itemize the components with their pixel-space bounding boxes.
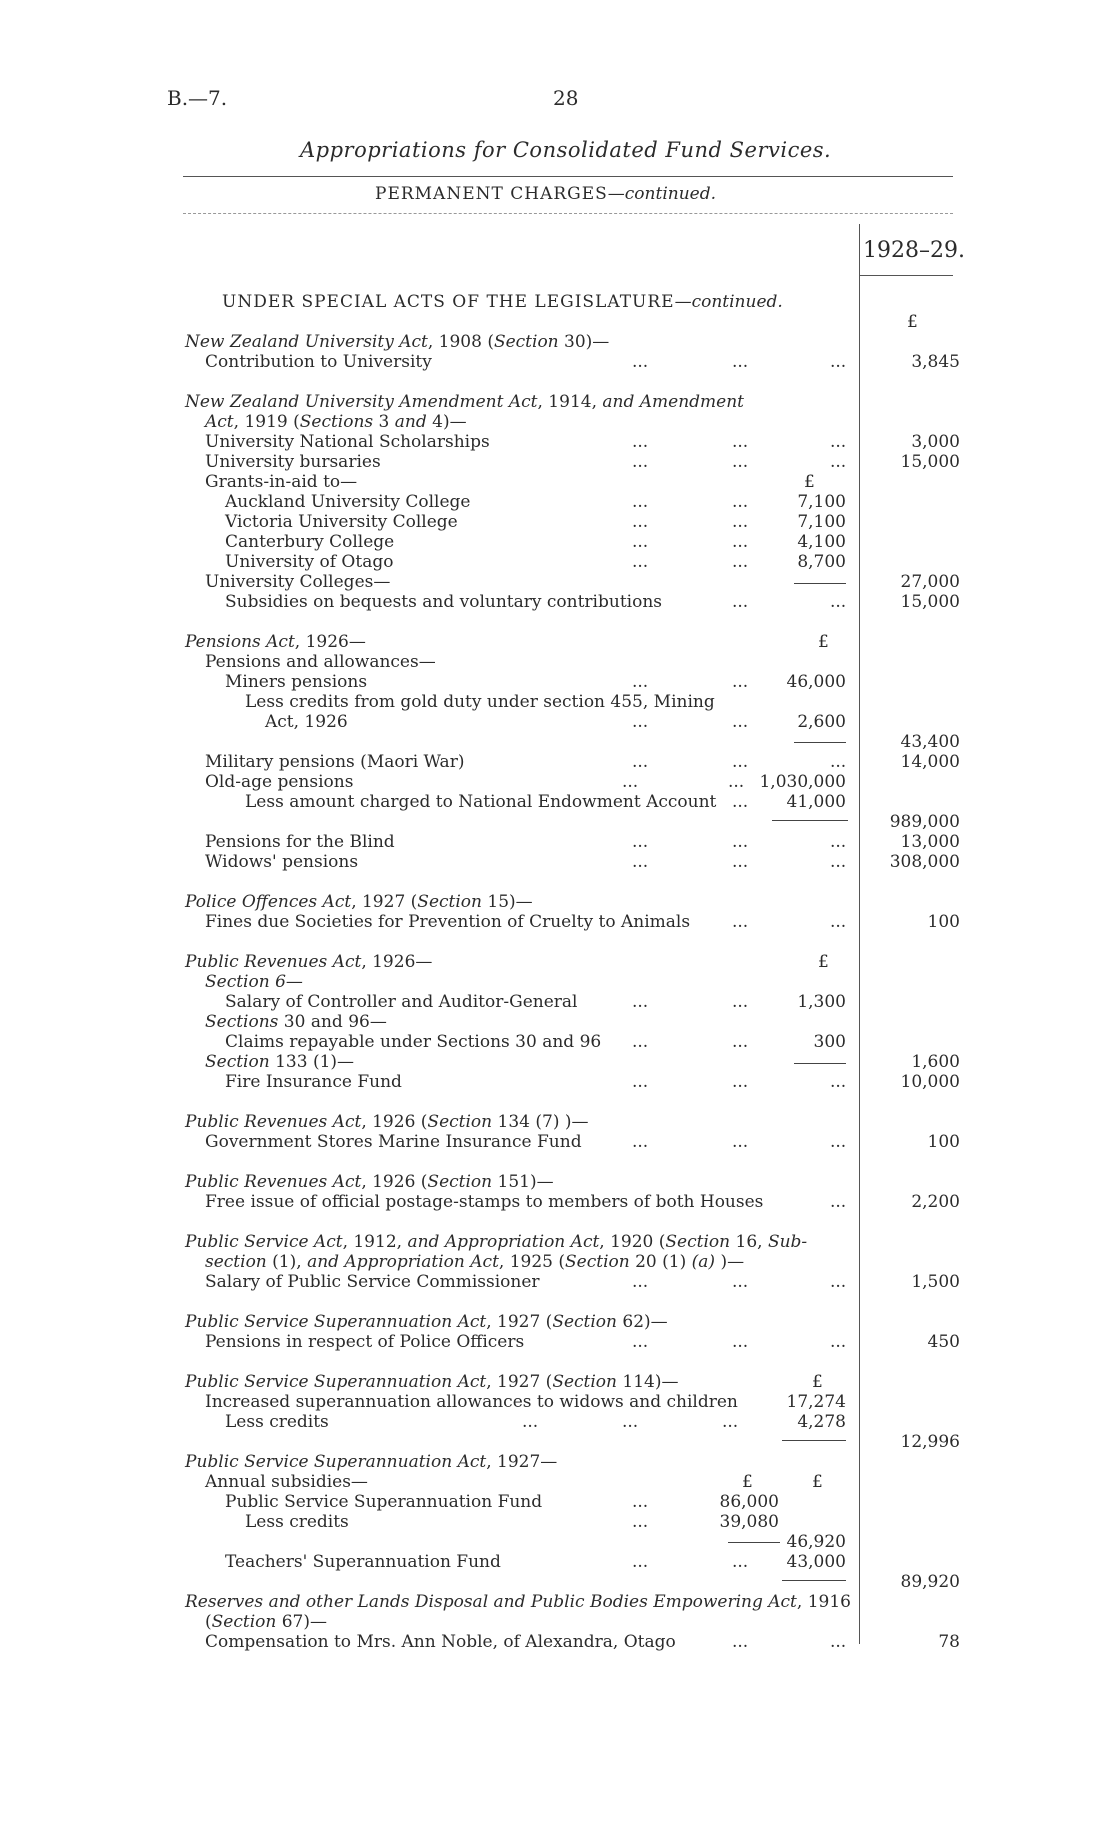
total-value: 14,000 [900, 752, 960, 772]
column-divider [859, 224, 860, 1644]
act-heading-cont: (Section 67)— [205, 1612, 327, 1632]
line-label: Free issue of official postage-stamps to members of both Houses [205, 1192, 764, 1212]
leader: ... [830, 352, 847, 372]
leader: ... [632, 552, 649, 572]
page-subtitle: PERMANENT CHARGES—continued. [375, 184, 716, 204]
amount-currency: £ [742, 1472, 753, 1492]
grant-amount: 4,100 [797, 532, 846, 552]
leader: ... [732, 672, 749, 692]
leader: ... [732, 532, 749, 552]
leader: ... [732, 1132, 749, 1152]
leader: ... [632, 1032, 649, 1052]
leader: ... [732, 432, 749, 452]
leader: ... [830, 1192, 847, 1212]
section-heading: UNDER SPECIAL ACTS OF THE LEGISLATURE—continued. [222, 292, 783, 312]
leader: ... [732, 992, 749, 1012]
line-label: Act, 1926 [265, 712, 348, 732]
total-value: 308,000 [889, 852, 960, 872]
line-label: Public Service Superannuation Fund [225, 1492, 543, 1512]
leader: ... [632, 452, 649, 472]
year-header-rule [860, 275, 953, 276]
total-value: 989,000 [889, 812, 960, 832]
line-label: Subsidies on bequests and voluntary contributions [225, 592, 663, 612]
total-value: 2,200 [911, 1192, 960, 1212]
leader: ... [830, 1072, 847, 1092]
amount-currency: £ [818, 632, 829, 652]
line-label: University National Scholarships [205, 432, 490, 452]
act-heading: Reserves and other Lands Disposal and Public Bodies Empowering Act, 1916 [185, 1592, 851, 1612]
leader: ... [632, 1332, 649, 1352]
total-value: 3,000 [911, 432, 960, 452]
line-label: Pensions in respect of Police Officers [205, 1332, 525, 1352]
grant-label: Canterbury College [225, 532, 395, 552]
leader: ... [830, 1272, 847, 1292]
act-heading-cont: Act, 1919 (Sections 3 and 4)— [205, 412, 467, 432]
leader: ... [632, 1512, 649, 1532]
line-label: Miners pensions [225, 672, 368, 692]
leader: ... [830, 432, 847, 452]
leader: ... [632, 992, 649, 1012]
leader: ... [632, 752, 649, 772]
leader: ... [732, 1032, 749, 1052]
amount-currency: £ [804, 472, 815, 492]
grant-amount: 7,100 [797, 512, 846, 532]
act-heading: Public Service Superannuation Act, 1927— [185, 1452, 558, 1472]
leader: ... [830, 832, 847, 852]
leader: ... [632, 832, 649, 852]
leader: ... [732, 1332, 749, 1352]
sum-rule [794, 583, 846, 584]
line-label: Old-age pensions [205, 772, 354, 792]
leader: ... [732, 592, 749, 612]
leader: ... [830, 1632, 847, 1652]
amount-value: 41,000 [786, 792, 846, 812]
leader: ... [632, 532, 649, 552]
sum-rule [794, 742, 846, 743]
leader: ... [622, 772, 639, 792]
leader: ... [830, 1132, 847, 1152]
page-reference: B.—7. [167, 86, 228, 110]
act-heading: Pensions Act, 1926— [185, 632, 366, 652]
line-label: Military pensions (Maori War) [205, 752, 465, 772]
subtitle-rule [183, 213, 953, 214]
leader: ... [732, 752, 749, 772]
leader: ... [632, 1492, 649, 1512]
leader: ... [830, 852, 847, 872]
act-heading: New Zealand University Amendment Act, 1914, and Amendment [185, 392, 745, 412]
line-label: Contribution to University [205, 352, 432, 372]
line-label: Annual subsidies— [205, 1472, 368, 1492]
grant-amount: 8,700 [797, 552, 846, 572]
act-heading: Public Service Superannuation Act, 1927 (Section 62)— [185, 1312, 668, 1332]
total-value: 10,000 [900, 1072, 960, 1092]
grant-label: Auckland University College [225, 492, 471, 512]
page-title: Appropriations for Consolidated Fund Services. [300, 138, 832, 162]
line-label: Pensions for the Blind [205, 832, 395, 852]
amount-value: 17,274 [786, 1392, 846, 1412]
leader: ... [632, 1552, 649, 1572]
line-label: Government Stores Marine Insurance Fund [205, 1132, 582, 1152]
page-number: 28 [553, 86, 579, 110]
leader: ... [632, 1132, 649, 1152]
total-value: 100 [927, 1132, 960, 1152]
leader: ... [830, 912, 847, 932]
leader: ... [732, 1552, 749, 1572]
leader: ... [732, 852, 749, 872]
line-label: Less credits [245, 1512, 349, 1532]
leader: ... [632, 1072, 649, 1092]
leader: ... [732, 512, 749, 532]
sum-rule [782, 1440, 846, 1441]
section-label: Sections 30 and 96— [205, 1012, 387, 1032]
amount-value: 86,000 [719, 1492, 779, 1512]
leader: ... [722, 1412, 739, 1432]
leader: ... [632, 352, 649, 372]
line-label: Teachers' Superannuation Fund [225, 1552, 501, 1572]
line-label: Less amount charged to National Endowment Account [245, 792, 717, 812]
leader: ... [732, 712, 749, 732]
line-label: Salary of Controller and Auditor-General [225, 992, 578, 1012]
line-label: University bursaries [205, 452, 381, 472]
year-column-header: 1928–29. [863, 238, 965, 263]
leader: ... [728, 772, 745, 792]
amount-value: 2,600 [797, 712, 846, 732]
total-value: 78 [938, 1632, 960, 1652]
total-value: 15,000 [900, 592, 960, 612]
leader: ... [622, 1412, 639, 1432]
leader: ... [732, 352, 749, 372]
total-value: 15,000 [900, 452, 960, 472]
total-value: 43,400 [900, 732, 960, 752]
amount-value: 1,030,000 [759, 772, 846, 792]
leader: ... [830, 452, 847, 472]
title-rule [183, 176, 953, 177]
act-heading: Public Revenues Act, 1926— [185, 952, 433, 972]
sum-rule [794, 1063, 846, 1064]
total-value: 89,920 [900, 1572, 960, 1592]
line-label: Increased superannuation allowances to widows and children [205, 1392, 738, 1412]
act-heading: Public Service Superannuation Act, 1927 (Section 114)— [185, 1372, 679, 1392]
amount-value: 1,300 [797, 992, 846, 1012]
leader: ... [632, 512, 649, 532]
leader: ... [632, 432, 649, 452]
leader: ... [732, 492, 749, 512]
amount-value: 43,000 [786, 1552, 846, 1572]
grant-label: University of Otago [225, 552, 394, 572]
amount-value: 46,000 [786, 672, 846, 692]
line-label: Claims repayable under Sections 30 and 96 [225, 1032, 602, 1052]
act-heading: Public Revenues Act, 1926 (Section 134 (7) )— [185, 1112, 589, 1132]
amount-value: 4,278 [797, 1412, 846, 1432]
amount-currency: £ [812, 1472, 823, 1492]
grant-amount: 7,100 [797, 492, 846, 512]
leader: ... [732, 832, 749, 852]
amount-value: 300 [813, 1032, 846, 1052]
leader: ... [522, 1412, 539, 1432]
section-label: Section 6— [205, 972, 303, 992]
grant-label: Victoria University College [225, 512, 458, 532]
amount-currency: £ [812, 1372, 823, 1392]
leader: ... [732, 552, 749, 572]
leader: ... [830, 592, 847, 612]
sum-rule [728, 1542, 780, 1543]
act-heading: Police Offences Act, 1927 (Section 15)— [185, 892, 533, 912]
total-value: 12,996 [900, 1432, 960, 1452]
amount-value: 46,920 [786, 1532, 846, 1552]
leader: ... [632, 712, 649, 732]
amount-value: 39,080 [719, 1512, 779, 1532]
sum-rule [772, 820, 848, 821]
line-label: Widows' pensions [205, 852, 359, 872]
leader: ... [732, 1272, 749, 1292]
total-value: 100 [927, 912, 960, 932]
leader: ... [732, 912, 749, 932]
act-heading-cont: section (1), and Appropriation Act, 1925 (Section 20 (1) (a) )— [205, 1252, 745, 1272]
total-value: 450 [927, 1332, 960, 1352]
line-label: Grants-in-aid to— [205, 472, 358, 492]
section-label: Section 133 (1)— [205, 1052, 355, 1072]
total-value: 3,845 [911, 352, 960, 372]
leader: ... [732, 1072, 749, 1092]
total-value: 27,000 [900, 572, 960, 592]
total-value: 1,500 [911, 1272, 960, 1292]
line-label: Salary of Public Service Commissioner [205, 1272, 540, 1292]
line-label: Fines due Societies for Prevention of Cruelty to Animals [205, 912, 691, 932]
total-value: 13,000 [900, 832, 960, 852]
act-heading: Public Revenues Act, 1926 (Section 151)— [185, 1172, 554, 1192]
leader: ... [632, 492, 649, 512]
leader: ... [732, 792, 749, 812]
line-label: Compensation to Mrs. Ann Noble, of Alexandra, Otago [205, 1632, 676, 1652]
leader: ... [632, 672, 649, 692]
act-heading: Public Service Act, 1912, and Appropriation Act, 1920 (Section 16, Sub- [185, 1232, 808, 1252]
amount-currency: £ [818, 952, 829, 972]
leader: ... [830, 752, 847, 772]
total-value: 1,600 [911, 1052, 960, 1072]
line-label: Fire Insurance Fund [225, 1072, 402, 1092]
line-label: Less credits [225, 1412, 329, 1432]
sum-rule [782, 1580, 846, 1581]
line-label: Pensions and allowances— [205, 652, 436, 672]
leader: ... [830, 1332, 847, 1352]
line-label: University Colleges— [205, 572, 391, 592]
line-label: Less credits from gold duty under section 455, Mining [245, 692, 715, 712]
leader: ... [732, 452, 749, 472]
leader: ... [732, 1632, 749, 1652]
act-heading: New Zealand University Act, 1908 (Section 30)— [185, 332, 610, 352]
leader: ... [632, 852, 649, 872]
leader: ... [632, 1272, 649, 1292]
year-currency: £ [907, 312, 918, 332]
